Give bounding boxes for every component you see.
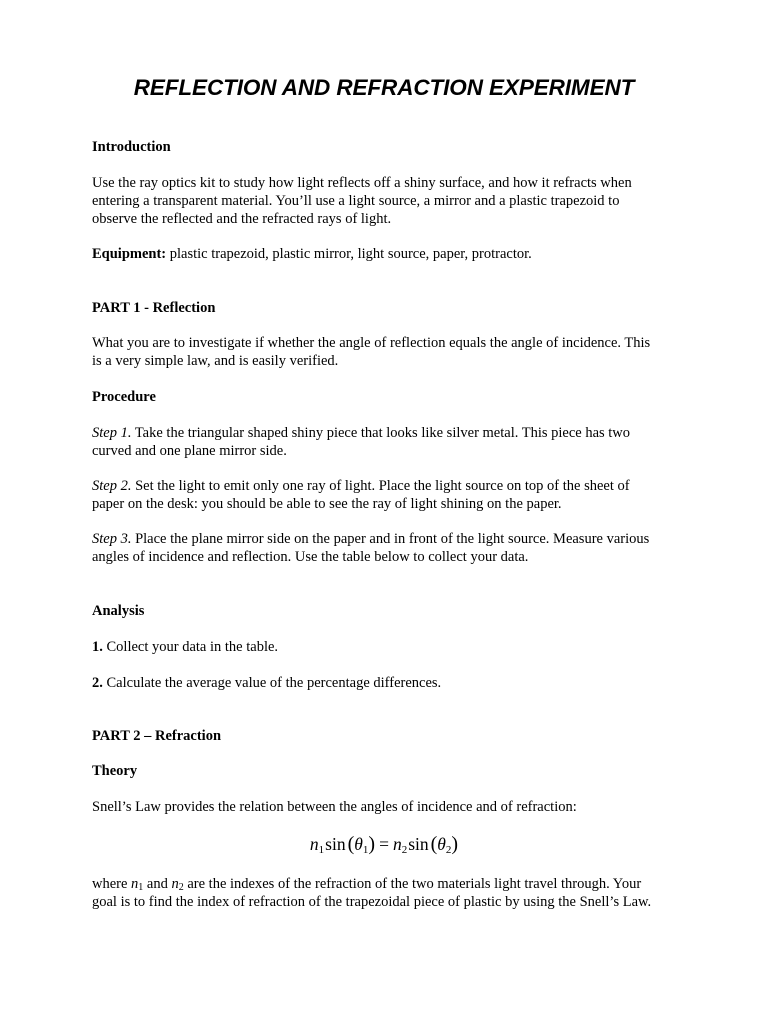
analysis-item-text: Calculate the average value of the percentage differences. [102, 675, 442, 691]
where-paragraph [92, 875, 682, 911]
eq-sin: sin [325, 834, 346, 854]
step-line [92, 530, 682, 548]
document-title: REFLECTION AND REFRACTION EXPERIMENT [133, 75, 635, 100]
snells-law-equation [0, 832, 768, 856]
theory-heading: Theory [92, 763, 138, 779]
step-text: Place the plane mirror side on the paper and in front of the light source. Measure various [131, 531, 650, 547]
introduction-heading: Introduction [92, 139, 171, 155]
step-line [92, 477, 682, 495]
step-2 [92, 477, 682, 513]
eq-theta2: θ [437, 834, 446, 854]
equipment-list: plastic trapezoid, plastic mirror, light source, paper, protractor. [166, 246, 532, 262]
step-line [92, 424, 682, 442]
equipment-label: Equipment: [92, 246, 167, 262]
procedure-heading: Procedure [92, 389, 156, 405]
analysis-item-1 [92, 638, 682, 656]
where-text: where [92, 876, 132, 892]
eq-theta1: θ [354, 834, 363, 854]
eq-sub: 1 [362, 844, 369, 856]
part1-intro [92, 334, 682, 370]
part2-heading: PART 2 – Refraction [92, 728, 222, 744]
step-line: paper on the desk: you should be able to see the ray of light shining on the paper. [92, 496, 562, 512]
step-label: Step 3. [92, 531, 132, 547]
eq-sub: 1 [318, 844, 325, 856]
introduction-line: observe the reflected and the refracted rays of light. [92, 211, 392, 227]
introduction-line: Use the ray optics kit to study how light reflects off a shiny surface, and how it refracts when [92, 175, 632, 191]
step-label: Step 2. [92, 478, 132, 494]
equipment-paragraph [92, 245, 682, 263]
step-text: Set the light to emit only one ray of light. Place the light source on top of the sheet of [131, 478, 630, 494]
eq-paren: ( [430, 833, 438, 855]
where-sub: 2 [178, 882, 184, 893]
where-n1: n [131, 876, 139, 892]
part1-intro-line: What you are to investigate if whether the angle of reflection equals the angle of incidence. This [92, 335, 651, 351]
where-text: are the indexes of the refraction of the two materials light travel through. Your [183, 876, 642, 892]
eq-paren: ) [368, 833, 376, 855]
analysis-heading: Analysis [92, 603, 145, 619]
step-text: Take the triangular shaped shiny piece that looks like silver metal. This piece has two [131, 425, 631, 441]
part1-intro-line: is a very simple law, and is easily verified. [92, 353, 339, 369]
where-sub: 1 [138, 882, 144, 893]
eq-n1: n [309, 834, 319, 854]
eq-paren: ( [347, 833, 355, 855]
analysis-item-text: Collect your data in the table. [102, 639, 279, 655]
analysis-item-2 [92, 674, 682, 692]
snell-intro: Snell’s Law provides the relation between the angles of incidence and of refraction: [92, 799, 577, 815]
analysis-item-number: 2. [92, 675, 103, 691]
where-n2: n [171, 876, 179, 892]
eq-sin: sin [408, 834, 429, 854]
step-label: Step 1. [92, 425, 132, 441]
where-text: and [143, 876, 172, 892]
eq-sub: 2 [401, 844, 408, 856]
step-1 [92, 424, 682, 460]
analysis-item-number: 1. [92, 639, 103, 655]
eq-n2: n [392, 834, 402, 854]
step-line: curved and one plane mirror side. [92, 443, 287, 459]
introduction-paragraph [92, 174, 682, 228]
where-line: goal is to find the index of refraction of the trapezoidal piece of plastic by using the Snell’s Law. [92, 894, 652, 910]
part1-heading: PART 1 - Reflection [92, 300, 216, 316]
eq-paren: ) [451, 833, 459, 855]
eq-sub: 2 [445, 844, 452, 856]
step-line: angles of incidence and reflection. Use the table below to collect your data. [92, 549, 529, 565]
introduction-line: entering a transparent material. You’ll use a light source, a mirror and a plastic trapezoid to [92, 193, 620, 209]
step-3 [92, 530, 682, 566]
eq-equals: = [379, 834, 389, 854]
where-line [92, 875, 682, 893]
